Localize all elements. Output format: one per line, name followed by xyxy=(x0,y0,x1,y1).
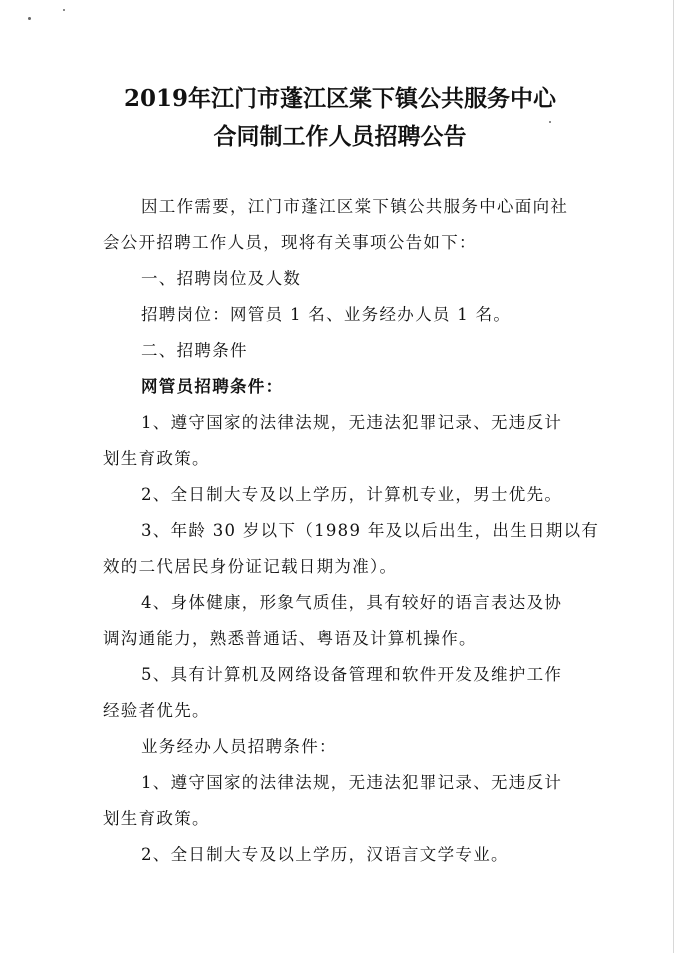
business-condition-1-line-1: 1、遵守国家的法律法规，无违法犯罪记录、无违反计 xyxy=(141,773,563,792)
netadmin-condition-4-line-1: 4、身体健康，形象气质佳，具有较好的语言表达及协 xyxy=(141,593,563,612)
netadmin-condition-4-line-2: 调沟通能力，熟悉普通话、粤语及计算机操作。 xyxy=(103,629,477,648)
business-heading: 业务经办人员招聘条件： xyxy=(141,737,337,756)
netadmin-condition-1-line-2: 划生育政策。 xyxy=(103,449,210,468)
intro-line-2: 会公开招聘工作人员，现将有关事项公告如下： xyxy=(103,233,477,252)
section-1-positions: 招聘岗位：网管员 1 名、业务经办人员 1 名。 xyxy=(141,305,512,324)
netadmin-condition-5-line-2: 经验者优先。 xyxy=(103,701,210,720)
business-condition-2: 2、全日制大专及以上学历，汉语言文学专业。 xyxy=(141,845,509,864)
title-line-1: 2019年江门市蓬江区棠下镇公共服务中心 xyxy=(123,85,556,112)
netadmin-condition-2: 2、全日制大专及以上学历，计算机专业，男士优先。 xyxy=(141,485,563,504)
netadmin-condition-1-line-1: 1、遵守国家的法律法规，无违法犯罪记录、无违反计 xyxy=(141,413,563,432)
netadmin-heading: 网管员招聘条件： xyxy=(141,377,284,396)
netadmin-condition-3-line-2: 效的二代居民身份证记载日期为准）。 xyxy=(103,557,398,576)
title-line-2: 合同制工作人员招聘公告 xyxy=(213,123,467,150)
scan-speck xyxy=(28,17,31,20)
intro-line-1: 因工作需要，江门市蓬江区棠下镇公共服务中心面向社 xyxy=(141,197,569,216)
business-condition-1-line-2: 划生育政策。 xyxy=(103,809,210,828)
scan-speck xyxy=(63,9,65,11)
netadmin-condition-5-line-1: 5、具有计算机及网络设备管理和软件开发及维护工作 xyxy=(141,665,563,684)
netadmin-condition-3-line-1: 3、年龄 30 岁以下（1989 年及以后出生，出生日期以有 xyxy=(141,521,600,540)
section-1-heading: 一、招聘岗位及人数 xyxy=(141,269,302,288)
section-2-heading: 二、招聘条件 xyxy=(141,341,248,360)
